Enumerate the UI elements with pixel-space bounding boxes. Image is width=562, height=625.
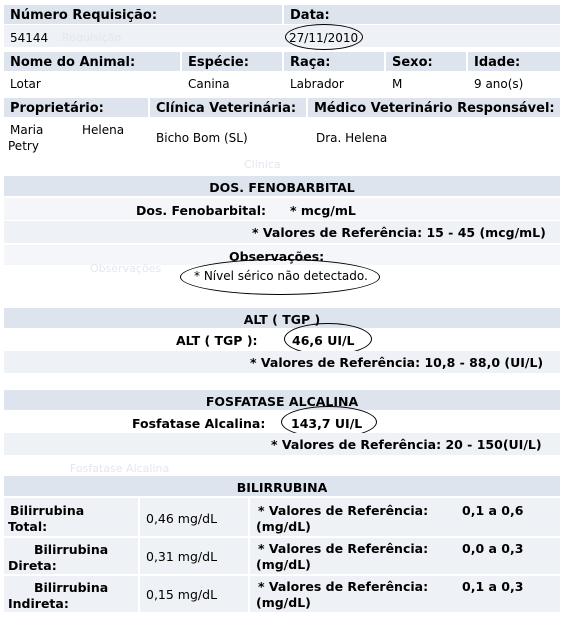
bilirrubina-direta-ref-prefix: * Valores de Referência: [258, 541, 429, 556]
bilirrubina-total-name-line1: Bilirrubina [10, 503, 85, 518]
raca-label: Raça: [284, 52, 384, 71]
alt-value: 46,6 UI/L [292, 333, 355, 348]
fenobarbital-section-title: DOS. FENOBARBITAL [4, 176, 560, 196]
alt-reference: * Valores de Referência: 10,8 - 88,0 (UI/L) [250, 355, 544, 370]
nome-animal-value: Lotar [10, 77, 41, 91]
bilirrubina-direta-name-line2: Direta: [8, 558, 57, 573]
alt-label: ALT ( TGP ): [176, 333, 258, 348]
proprietario-label: Proprietário: [4, 98, 148, 117]
bilirrubina-total-name-line2: Total: [8, 519, 48, 534]
bilirrubina-section-title: BILIRRUBINA [4, 476, 560, 496]
bilirrubina-indireta-name-line1: Bilirrubina [34, 580, 109, 595]
data-label: Data: [284, 5, 560, 24]
bilirrubina-total-value: 0,46 mg/dL [146, 511, 218, 526]
data-value: 27/11/2010 [289, 31, 359, 45]
bilirrubina-total-ref-unit: (mg/dL) [256, 519, 311, 534]
bilirrubina-total-ref-prefix: * Valores de Referência: [258, 503, 429, 518]
bilirrubina-indireta-name-line2: Indireta: [8, 596, 69, 611]
fosfatase-value: 143,7 UI/L [291, 416, 363, 431]
clinica-value: Bicho Bom (SL) [156, 131, 248, 145]
bilirrubina-indireta-ref-prefix: * Valores de Referência: [258, 579, 429, 594]
raca-value: Labrador [290, 77, 344, 91]
medico-value: Dra. Helena [316, 131, 388, 145]
ghost-text: Fosfatase Alcalina [70, 462, 170, 475]
numero-requisicao-label: Número Requisição: [4, 5, 282, 24]
bilirrubina-indireta-ref-range: 0,1 a 0,3 [462, 579, 524, 594]
fenobarbital-value: * mcg/mL [290, 203, 356, 218]
ghost-text: Requisição [62, 31, 122, 44]
sexo-label: Sexo: [386, 52, 466, 71]
bilirrubina-indireta-ref-unit: (mg/dL) [256, 595, 311, 610]
medico-label: Médico Veterinário Responsável: [308, 98, 560, 117]
proprietario-first-name: Maria [10, 123, 44, 137]
idade-label: Idade: [468, 52, 560, 71]
especie-value: Canina [188, 77, 230, 91]
ghost-text: Observações [90, 262, 162, 275]
ghost-text: Clínica [244, 158, 281, 171]
idade-value: 9 ano(s) [474, 77, 524, 91]
bilirrubina-direta-ref-range: 0,0 a 0,3 [462, 541, 524, 556]
proprietario-middle-name: Helena [82, 123, 125, 137]
observacoes-label: Observações: [229, 249, 325, 264]
bilirrubina-direta-value: 0,31 mg/dL [146, 549, 218, 564]
sexo-value: M [392, 77, 403, 91]
numero-requisicao-value: 54144 [10, 31, 49, 45]
fenobarbital-label: Dos. Fenobarbital: [136, 203, 266, 218]
proprietario-last-name: Petry [8, 139, 39, 153]
fosfatase-reference: * Valores de Referência: 20 - 150(UI/L) [271, 437, 542, 452]
bilirrubina-direta-ref-unit: (mg/dL) [256, 557, 311, 572]
bilirrubina-direta-name-line1: Bilirrubina [34, 542, 109, 557]
bilirrubina-total-ref-range: 0,1 a 0,6 [462, 503, 524, 518]
nome-animal-label: Nome do Animal: [4, 52, 180, 71]
fenobarbital-reference: * Valores de Referência: 15 - 45 (mcg/mL) [252, 225, 546, 240]
observacao-value: * Nível sérico não detectado. [194, 269, 368, 283]
fenobarbital-row [4, 198, 560, 220]
fosfatase-section-title: FOSFATASE ALCALINA [4, 390, 560, 410]
especie-label: Espécie: [182, 52, 282, 71]
alt-section-title: ALT ( TGP ) [4, 308, 560, 328]
clinica-label: Clínica Veterinária: [150, 98, 306, 117]
fosfatase-label: Fosfatase Alcalina: [132, 416, 266, 431]
bilirrubina-indireta-value: 0,15 mg/dL [146, 587, 218, 602]
